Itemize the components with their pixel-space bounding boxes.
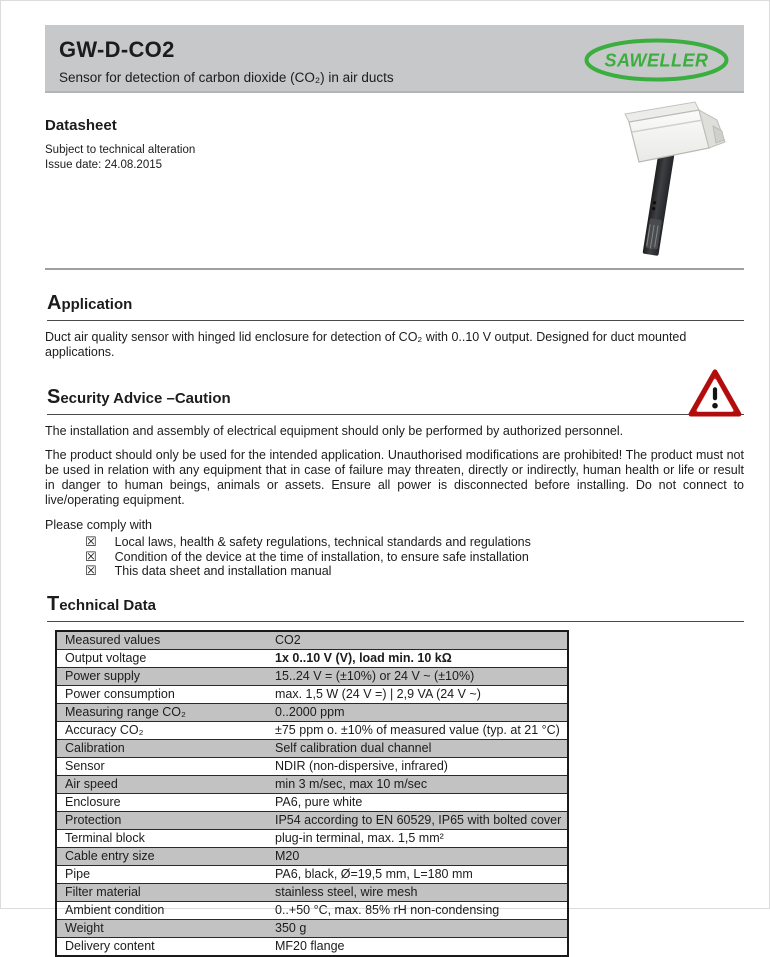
table-row-value: 0..2000 ppm — [267, 703, 568, 721]
table-row-value: CO2 — [267, 631, 568, 650]
table-row-label: Sensor — [56, 757, 267, 775]
warning-triangle-icon — [688, 368, 742, 418]
table-row-value: M20 — [267, 847, 568, 865]
table-row-label: Pipe — [56, 865, 267, 883]
table-row-value: min 3 m/sec, max 10 m/sec — [267, 775, 568, 793]
table-row-value: 15..24 V = (±10%) or 24 V ~ (±10%) — [267, 667, 568, 685]
issue-date: Issue date: 24.08.2015 — [45, 159, 163, 171]
table-row — [56, 829, 568, 847]
table-row-label: Output voltage — [56, 649, 267, 667]
comply-intro: Please comply with — [45, 518, 152, 532]
table-row — [56, 865, 568, 883]
table-row-label: Ambient condition — [56, 901, 267, 919]
table-row-label: Weight — [56, 919, 267, 937]
application-heading: Application — [47, 292, 744, 321]
application-section — [45, 292, 744, 360]
table-row-value: 0..+50 °C, max. 85% rH non-condensing — [267, 901, 568, 919]
table-row-label: Measured values — [56, 631, 267, 650]
top-divider — [45, 268, 744, 270]
compliance-item — [85, 535, 744, 550]
security-paragraph: The installation and assembly of electrical equipment should only be performed by authorized personnel. — [45, 424, 624, 438]
table-row-label: Cable entry size — [56, 847, 267, 865]
application-text: Duct air quality sensor with hinged lid enclosure for detection of CO₂ with 0..10 V output. Designed for duct mounted applications. — [45, 330, 687, 359]
table-row — [56, 919, 568, 937]
security-paragraph: The product should only be used for the intended application. Unauthorised modifications are prohibited! The product must not be used in relation with any equipment that in case of failure may threaten, directly or indirectly, human health or life or result in danger to human beings, animals or assets. Ensure all power is disconnected before installing. Do not connect to live/operating equipment. — [45, 448, 744, 507]
table-row-value: Self calibration dual channel — [267, 739, 568, 757]
table-row-value: IP54 according to EN 60529, IP65 with bolted cover — [267, 811, 568, 829]
table-row-label: Air speed — [56, 775, 267, 793]
table-row-value: PA6, black, Ø=19,5 mm, L=180 mm — [267, 865, 568, 883]
table-row-value: 350 g — [267, 919, 568, 937]
table-row-value: max. 1,5 W (24 V =) | 2,9 VA (24 V ~) — [267, 685, 568, 703]
doc-type-label: Datasheet — [45, 117, 117, 134]
table-row-label: Filter material — [56, 883, 267, 901]
table-row — [56, 667, 568, 685]
logo-text: SAWELLER — [604, 50, 709, 71]
table-row — [56, 937, 568, 956]
header-bar — [45, 25, 744, 93]
compliance-list — [85, 535, 744, 579]
security-section — [45, 386, 744, 579]
table-row-value: plug-in terminal, max. 1,5 mm² — [267, 829, 568, 847]
compliance-item — [85, 564, 744, 579]
technical-table — [55, 630, 569, 957]
table-row-value: 1x 0..10 V (V), load min. 10 kΩ — [267, 649, 568, 667]
table-row-label: Power supply — [56, 667, 267, 685]
table-row — [56, 739, 568, 757]
table-row — [56, 883, 568, 901]
table-row — [56, 757, 568, 775]
table-row — [56, 649, 568, 667]
table-row-value: stainless steel, wire mesh — [267, 883, 568, 901]
table-row-label: Calibration — [56, 739, 267, 757]
table-row-label: Accuracy CO₂ — [56, 721, 267, 739]
saweller-logo-icon — [583, 38, 730, 87]
table-row-label: Measuring range CO₂ — [56, 703, 267, 721]
security-heading: Security Advice –Caution — [47, 386, 744, 415]
table-row-label: Protection — [56, 811, 267, 829]
page-subtitle: Sensor for detection of carbon dioxide (CO₂) in air ducts — [59, 70, 394, 85]
table-row — [56, 721, 568, 739]
product-photo — [595, 100, 760, 258]
technical-heading: Technical Data — [47, 593, 744, 622]
table-row-label: Power consumption — [56, 685, 267, 703]
checkbox-checked-icon: ☒ — [85, 563, 97, 578]
alteration-note: Subject to technical alteration — [45, 144, 196, 156]
table-row — [56, 847, 568, 865]
compliance-item-label: This data sheet and installation manual — [114, 564, 332, 578]
table-row — [56, 901, 568, 919]
table-row — [56, 811, 568, 829]
compliance-item-label: Condition of the device at the time of installation, to ensure safe installation — [114, 549, 529, 564]
table-row-label: Delivery content — [56, 937, 267, 956]
compliance-item-label: Local laws, health & safety regulations, technical standards and regulations — [114, 535, 531, 549]
table-row — [56, 775, 568, 793]
table-row-label: Enclosure — [56, 793, 267, 811]
table-row — [56, 793, 568, 811]
technical-section — [45, 593, 744, 957]
checkbox-checked-icon: ☒ — [85, 534, 97, 549]
table-row-label: Terminal block — [56, 829, 267, 847]
table-row-value: MF20 flange — [267, 937, 568, 956]
table-row-value: NDIR (non-dispersive, infrared) — [267, 757, 568, 775]
technical-table-body — [56, 631, 568, 956]
security-paragraphs — [45, 424, 744, 508]
checkbox-checked-icon: ☒ — [85, 548, 97, 564]
table-row-value: PA6, pure white — [267, 793, 568, 811]
table-row — [56, 685, 568, 703]
table-row — [56, 631, 568, 650]
table-row-value: ±75 ppm o. ±10% of measured value (typ. at 21 °C) — [267, 721, 568, 739]
table-row — [56, 703, 568, 721]
compliance-item — [85, 550, 744, 565]
page-title: GW-D-CO2 — [59, 37, 175, 62]
